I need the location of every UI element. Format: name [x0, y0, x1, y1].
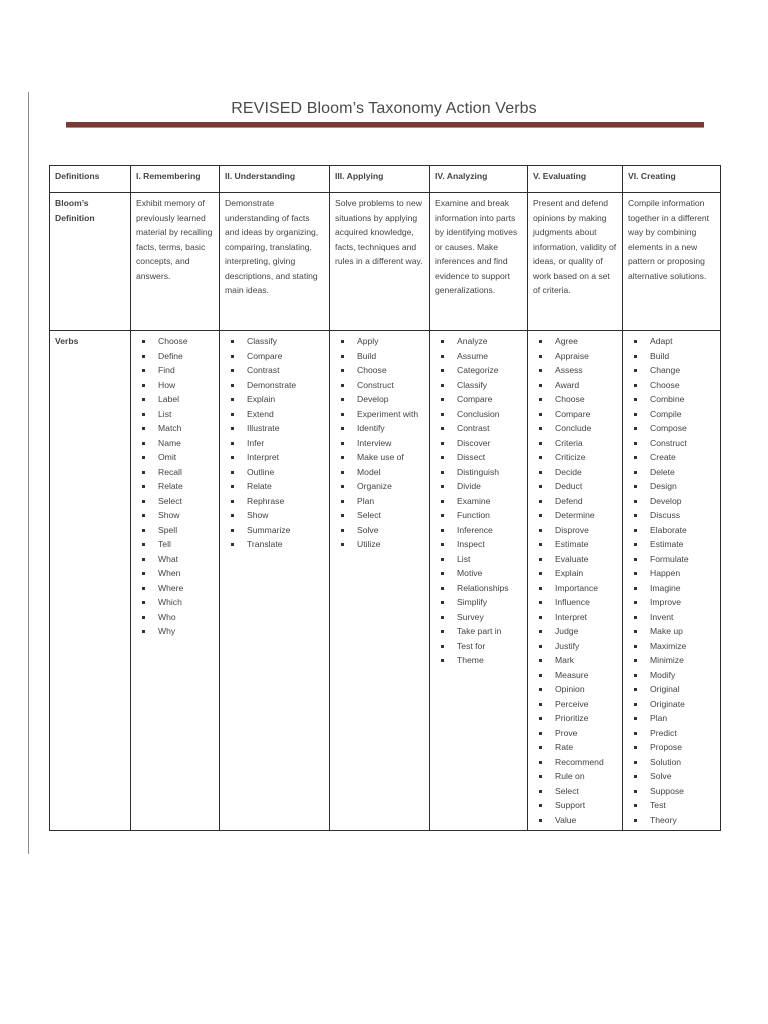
- verbs-evaluating: [528, 331, 623, 831]
- verb-item: Defend: [533, 494, 617, 509]
- verbs-applying: [330, 331, 430, 831]
- verb-item: Interview: [335, 436, 424, 451]
- verb-item: Conclude: [533, 421, 617, 436]
- verb-item: Choose: [533, 392, 617, 407]
- verb-item: Imagine: [628, 581, 715, 596]
- verb-item: Rate: [533, 740, 617, 755]
- verb-item: Design: [628, 479, 715, 494]
- verb-item: Explain: [533, 566, 617, 581]
- verb-item: Motive: [435, 566, 522, 581]
- verb-item: Interpret: [225, 450, 324, 465]
- verb-item: Inference: [435, 523, 522, 538]
- verb-item: Award: [533, 378, 617, 393]
- verb-item: Value: [533, 813, 617, 828]
- verb-item: Test for: [435, 639, 522, 654]
- verb-item: Analyze: [435, 334, 522, 349]
- definition-row-label: Bloom’s Definition: [50, 193, 131, 331]
- verb-item: Compare: [435, 392, 522, 407]
- verbs-understanding: [220, 331, 330, 831]
- verb-item: Where: [136, 581, 214, 596]
- verb-item: Match: [136, 421, 214, 436]
- verb-item: Predict: [628, 726, 715, 741]
- verb-item: Distinguish: [435, 465, 522, 480]
- header-understanding: II. Understanding: [220, 166, 330, 193]
- verb-item: Minimize: [628, 653, 715, 668]
- verb-item: Select: [533, 784, 617, 799]
- verb-item: Contrast: [225, 363, 324, 378]
- verb-item: What: [136, 552, 214, 567]
- header-creating: VI. Creating: [623, 166, 721, 193]
- verb-item: Evaluate: [533, 552, 617, 567]
- verb-item: Develop: [335, 392, 424, 407]
- verb-item: Demonstrate: [225, 378, 324, 393]
- verb-item: Which: [136, 595, 214, 610]
- verb-item: List: [435, 552, 522, 567]
- verb-item: Rule on: [533, 769, 617, 784]
- blooms-taxonomy-table: [49, 165, 721, 831]
- verb-item: Criticize: [533, 450, 617, 465]
- verb-item: Inspect: [435, 537, 522, 552]
- verb-item: Invent: [628, 610, 715, 625]
- verb-item: Criteria: [533, 436, 617, 451]
- verb-item: Importance: [533, 581, 617, 596]
- definition-analyzing: Examine and break information into parts by identifying motives or causes. Make inferences and find evidence to support generalizations.: [430, 193, 528, 331]
- page-margin-line: [28, 92, 29, 854]
- verb-item: Construct: [335, 378, 424, 393]
- verbs-row-label: Verbs: [50, 331, 131, 831]
- verb-item: Solve: [628, 769, 715, 784]
- verb-item: Disprove: [533, 523, 617, 538]
- verb-item: Maximize: [628, 639, 715, 654]
- verb-item: Identify: [335, 421, 424, 436]
- verb-item: Solve: [335, 523, 424, 538]
- verb-item: Spell: [136, 523, 214, 538]
- verb-item: Test: [628, 798, 715, 813]
- verb-item: Choose: [136, 334, 214, 349]
- verb-item: Compare: [533, 407, 617, 422]
- verb-item: Interpret: [533, 610, 617, 625]
- verb-item: Build: [335, 349, 424, 364]
- verb-item: Take part in: [435, 624, 522, 639]
- verb-item: Show: [136, 508, 214, 523]
- verb-item: Omit: [136, 450, 214, 465]
- verb-item: Appraise: [533, 349, 617, 364]
- verb-item: Perceive: [533, 697, 617, 712]
- verb-item: Simplify: [435, 595, 522, 610]
- verb-item: Judge: [533, 624, 617, 639]
- verb-item: How: [136, 378, 214, 393]
- verb-item: Who: [136, 610, 214, 625]
- verb-item: Build: [628, 349, 715, 364]
- verb-list: [335, 334, 424, 552]
- verb-item: Dissect: [435, 450, 522, 465]
- verb-item: Tell: [136, 537, 214, 552]
- verb-item: Categorize: [435, 363, 522, 378]
- verb-item: Choose: [628, 378, 715, 393]
- verb-item: Modify: [628, 668, 715, 683]
- verb-item: Influence: [533, 595, 617, 610]
- header-row: [50, 166, 721, 193]
- verb-item: Summarize: [225, 523, 324, 538]
- definition-applying: Solve problems to new situations by applying acquired knowledge, facts, techniques and rules in a different way.: [330, 193, 430, 331]
- verb-item: Discuss: [628, 508, 715, 523]
- verb-item: Plan: [335, 494, 424, 509]
- verb-item: Recall: [136, 465, 214, 480]
- verb-item: Assume: [435, 349, 522, 364]
- verb-item: Create: [628, 450, 715, 465]
- verb-item: Select: [136, 494, 214, 509]
- verb-item: When: [136, 566, 214, 581]
- verb-item: Function: [435, 508, 522, 523]
- definition-remembering: Exhibit memory of previously learned material by recalling facts, terms, basic concepts, and answers.: [131, 193, 220, 331]
- verb-item: Original: [628, 682, 715, 697]
- verb-item: Select: [335, 508, 424, 523]
- verb-item: Find: [136, 363, 214, 378]
- verb-item: Make use of: [335, 450, 424, 465]
- verb-list: [435, 334, 522, 668]
- verb-item: Originate: [628, 697, 715, 712]
- verb-item: Infer: [225, 436, 324, 451]
- verb-item: Compare: [225, 349, 324, 364]
- verbs-creating: [623, 331, 721, 831]
- verbs-row: [50, 331, 721, 831]
- verb-item: Compose: [628, 421, 715, 436]
- verb-item: Conclusion: [435, 407, 522, 422]
- verb-item: Theory: [628, 813, 715, 828]
- verb-item: Support: [533, 798, 617, 813]
- verb-item: Develop: [628, 494, 715, 509]
- verb-item: Agree: [533, 334, 617, 349]
- verb-item: Classify: [435, 378, 522, 393]
- verb-item: Mark: [533, 653, 617, 668]
- verb-item: Solution: [628, 755, 715, 770]
- verb-item: Prove: [533, 726, 617, 741]
- verb-item: Estimate: [628, 537, 715, 552]
- definition-evaluating: Present and defend opinions by making judgments about information, validity of ideas, or quality of work based on a set of criteria.: [528, 193, 623, 331]
- verb-item: Propose: [628, 740, 715, 755]
- verb-item: Contrast: [435, 421, 522, 436]
- verb-item: Model: [335, 465, 424, 480]
- verb-item: Relationships: [435, 581, 522, 596]
- verb-item: Discover: [435, 436, 522, 451]
- verb-item: Define: [136, 349, 214, 364]
- verb-item: Label: [136, 392, 214, 407]
- verb-item: Suppose: [628, 784, 715, 799]
- verb-item: Formulate: [628, 552, 715, 567]
- verb-item: Combine: [628, 392, 715, 407]
- verb-item: Outline: [225, 465, 324, 480]
- verb-item: Why: [136, 624, 214, 639]
- verb-item: Construct: [628, 436, 715, 451]
- verb-item: List: [136, 407, 214, 422]
- verb-item: Organize: [335, 479, 424, 494]
- verb-item: Assess: [533, 363, 617, 378]
- verb-item: Opinion: [533, 682, 617, 697]
- header-applying: III. Applying: [330, 166, 430, 193]
- verb-item: Adapt: [628, 334, 715, 349]
- verb-item: Name: [136, 436, 214, 451]
- verb-item: Recommend: [533, 755, 617, 770]
- verb-list: [136, 334, 214, 639]
- verb-list: [628, 334, 715, 827]
- verb-item: Improve: [628, 595, 715, 610]
- verb-item: Prioritize: [533, 711, 617, 726]
- header-remembering: I. Remembering: [131, 166, 220, 193]
- verb-item: Decide: [533, 465, 617, 480]
- definition-row: [50, 193, 721, 331]
- verb-item: Examine: [435, 494, 522, 509]
- verb-item: Relate: [225, 479, 324, 494]
- verb-item: Deduct: [533, 479, 617, 494]
- verb-item: Extend: [225, 407, 324, 422]
- verb-item: Change: [628, 363, 715, 378]
- verb-item: Determine: [533, 508, 617, 523]
- verb-item: Survey: [435, 610, 522, 625]
- verb-item: Rephrase: [225, 494, 324, 509]
- header-definitions: Definitions: [50, 166, 131, 193]
- verb-item: Delete: [628, 465, 715, 480]
- verb-item: Illustrate: [225, 421, 324, 436]
- verb-item: Experiment with: [335, 407, 424, 422]
- verb-item: Justify: [533, 639, 617, 654]
- verb-item: Show: [225, 508, 324, 523]
- verb-item: Choose: [335, 363, 424, 378]
- verb-item: Utilize: [335, 537, 424, 552]
- definition-understanding: Demonstrate understanding of facts and ideas by organizing, comparing, translating, interpreting, giving descriptions, and stating main ideas.: [220, 193, 330, 331]
- verb-item: Plan: [628, 711, 715, 726]
- verb-item: Compile: [628, 407, 715, 422]
- verb-item: Classify: [225, 334, 324, 349]
- header-analyzing: IV. Analyzing: [430, 166, 528, 193]
- verb-item: Measure: [533, 668, 617, 683]
- verbs-remembering: [131, 331, 220, 831]
- verb-list: [533, 334, 617, 827]
- verb-item: Happen: [628, 566, 715, 581]
- verb-item: Elaborate: [628, 523, 715, 538]
- verb-item: Estimate: [533, 537, 617, 552]
- verb-item: Theme: [435, 653, 522, 668]
- verb-list: [225, 334, 324, 552]
- document-title: REVISED Bloom’s Taxonomy Action Verbs: [231, 100, 537, 117]
- verb-item: Apply: [335, 334, 424, 349]
- definition-creating: Compile information together in a different way by combining elements in a new pattern or proposing alternative solutions.: [623, 193, 721, 331]
- verb-item: Divide: [435, 479, 522, 494]
- title-underline-rule: [66, 122, 704, 127]
- header-evaluating: V. Evaluating: [528, 166, 623, 193]
- verb-item: Translate: [225, 537, 324, 552]
- verb-item: Relate: [136, 479, 214, 494]
- verb-item: Explain: [225, 392, 324, 407]
- verbs-analyzing: [430, 331, 528, 831]
- verb-item: Make up: [628, 624, 715, 639]
